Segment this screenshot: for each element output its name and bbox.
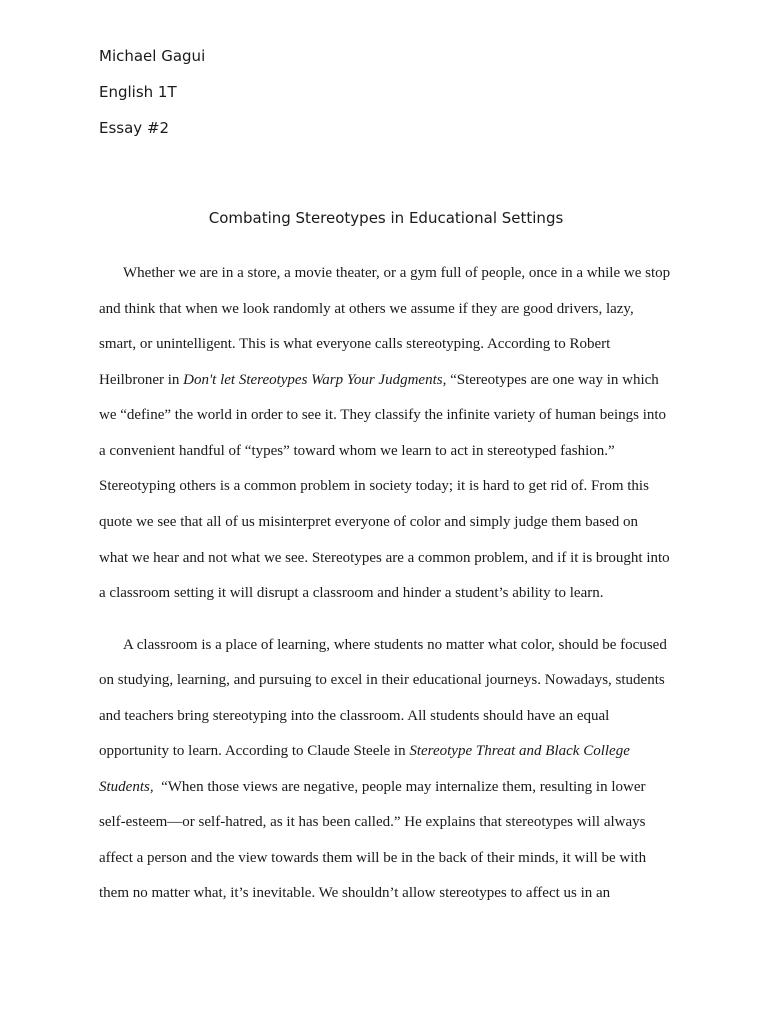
paragraph-line: we “define” the world in order to see it. They classify the infinite variety of human beings into <box>99 407 667 423</box>
paragraph-line: smart, or unintelligent. This is what everyone calls stereotyping. According to Robert <box>99 336 611 352</box>
paragraph-line: A classroom is a place of learning, where students no matter what color, should be focused <box>123 637 667 653</box>
assignment-label: Essay #2 <box>99 119 170 137</box>
line-text: opportunity to learn. According to Claude Steele in <box>99 743 410 759</box>
paragraph-line <box>99 741 630 761</box>
author-name: Michael Gagui <box>99 47 206 65</box>
paragraph-line: Stereotyping others is a common problem in society today; it is hard to get rid of. From this <box>99 478 649 494</box>
essay-title: Combating Stereotypes in Educational Settings <box>208 209 564 227</box>
paragraph-line: what we hear and not what we see. Stereotypes are a common problem, and if it is brought into <box>99 550 670 566</box>
paragraph-line: and teachers bring stereotyping into the classroom. All students should have an equal <box>99 708 610 724</box>
cited-work-title: Stereotype Threat and Black College <box>409 743 630 759</box>
paragraph-line <box>99 370 659 390</box>
paragraph-line: a convenient handful of “types” toward whom we learn to act in stereotyped fashion.” <box>99 443 615 459</box>
paragraph-line: them no matter what, it’s inevitable. We shouldn’t allow stereotypes to affect us in an <box>99 885 611 901</box>
course-name: English 1T <box>99 83 177 101</box>
line-text: “When those views are negative, people may internalize them, resulting in lower <box>153 779 646 795</box>
cited-work-title: Don't let Stereotypes Warp Your Judgments, <box>183 372 447 388</box>
paragraph-line <box>99 777 646 797</box>
paragraph-line: quote we see that all of us misinterpret everyone of color and simply judge them based on <box>99 514 639 530</box>
cited-work-title: Students, <box>99 779 154 795</box>
paragraph-line: self-esteem—or self-hatred, as it has been called.” He explains that stereotypes will always <box>99 814 646 830</box>
paragraph-line: and think that when we look randomly at others we assume if they are good drivers, lazy, <box>99 301 634 317</box>
line-text: “Stereotypes are one way in which <box>446 372 659 388</box>
line-text: Heilbroner in <box>99 372 184 388</box>
paragraph-line: a classroom setting it will disrupt a classroom and hinder a student’s ability to learn. <box>99 585 604 601</box>
paragraph-line: affect a person and the view towards them will be in the back of their minds, it will be with <box>99 850 647 866</box>
paragraph-line: Whether we are in a store, a movie theater, or a gym full of people, once in a while we stop <box>123 265 671 281</box>
paragraph-line: on studying, learning, and pursuing to excel in their educational journeys. Nowadays, students <box>99 672 665 688</box>
